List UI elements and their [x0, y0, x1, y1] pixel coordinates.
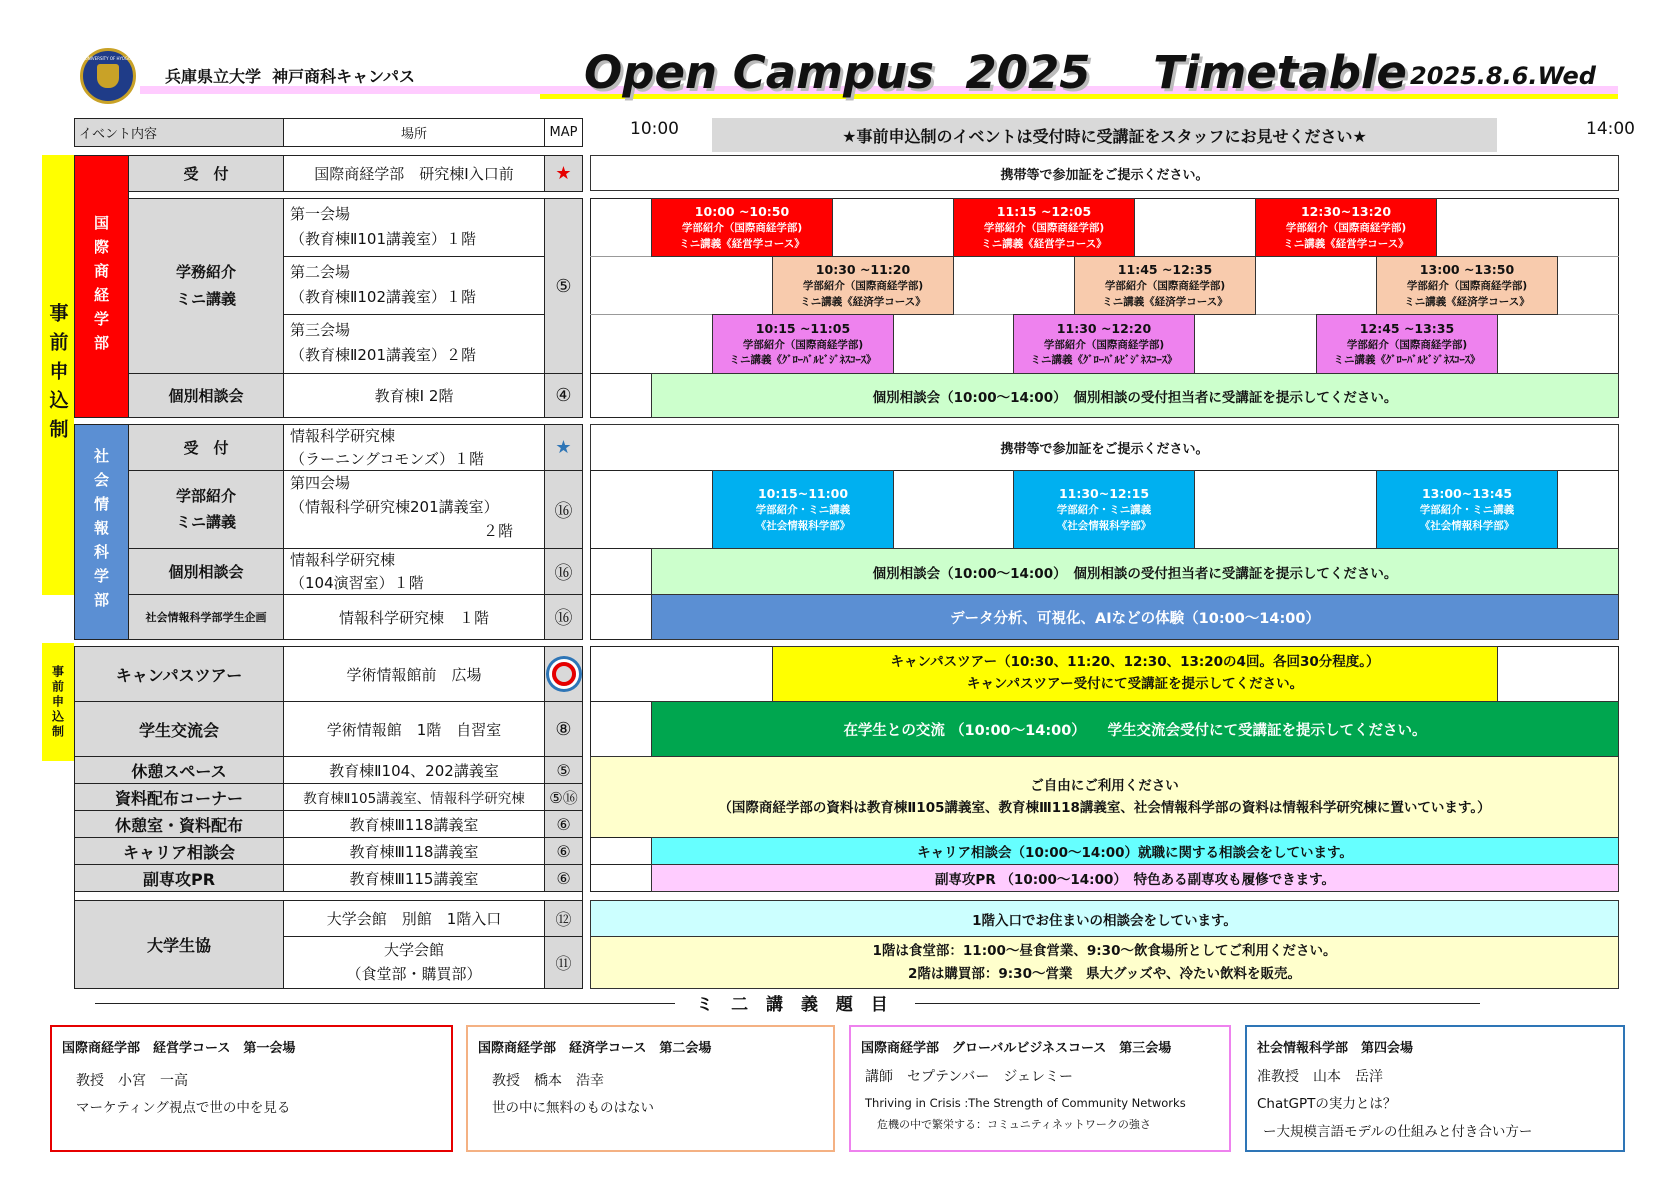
- shakai-session-2: 11:30~12:15 学部紹介・ミニ講義 《社会情報科学部》: [1013, 470, 1195, 549]
- shakai-lecture-place: 第四会場 （情報科学研究棟201講義室） ２階: [283, 470, 545, 549]
- shakai-reception-bar: 携帯等で参加証をご提示ください。: [590, 424, 1619, 471]
- shakai-session-1: 10:15~11:00 学部紹介・ミニ講義 《社会情報科学部》: [712, 470, 894, 549]
- session-r3-3: 12:45 ~13:35 学部紹介（国際商経学部) ミニ講義《ｸﾞﾛｰﾊﾞﾙﾋﾞｼﾞﾈｽｺｰｽ》: [1316, 314, 1498, 374]
- tour-label: キャンパスツアー: [74, 646, 284, 702]
- time-end: 14:00: [1586, 119, 1635, 139]
- shakai-consult-map: ⑯: [544, 548, 583, 595]
- shakai-reception-place: 情報科学研究棟 （ラーニングコモンズ）１階: [283, 424, 545, 471]
- coop-label: 大学生協: [74, 900, 284, 989]
- session-r1-1: 10:00 ~10:50 学部紹介（国際商経学部) ミニ講義《経営学コース》: [651, 198, 833, 257]
- coop-bar-1: 1階入口でお住まいの相談会をしています。: [590, 900, 1619, 937]
- tour-bar: キャンパスツアー（10:30、11:20、12:30、13:20の4回。各回30分程度。） キャンパスツアー受付にて受講証を提示してください。: [772, 646, 1498, 702]
- career-place: 教育棟Ⅲ118講義室: [283, 837, 545, 865]
- misc-place-2: 教育棟Ⅱ105講義室、情報科学研究棟: [283, 783, 545, 811]
- session-r2-2: 11:45 ~12:35 学部紹介（国際商経学部) ミニ講義《経済学コース》: [1074, 256, 1256, 315]
- kokusai-consult-place: 教育棟Ⅰ 2階: [283, 373, 545, 418]
- misc-place-3: 教育棟Ⅲ118講義室: [283, 810, 545, 838]
- dept-kokusai-label: 国際商経学部: [74, 155, 129, 418]
- session-r1-2: 11:15 ~12:05 学部紹介（国際商経学部) ミニ講義《経営学コース》: [953, 198, 1135, 257]
- coop-place-1: 大学会館 別館 1階入口: [283, 900, 545, 937]
- misc-label-2: 資料配布コーナー: [74, 783, 284, 811]
- shakai-reception-label: 受 付: [128, 424, 284, 471]
- shakai-reception-map-star-icon: ★: [544, 424, 583, 471]
- session-r2-3: 13:00 ~13:50 学部紹介（国際商経学部) ミニ講義《経済学コース》: [1376, 256, 1558, 315]
- shakai-student-bar: データ分析、可視化、AIなどの体験（10:00～14:00）: [651, 594, 1619, 640]
- kokusai-reception-bar: 携帯等で参加証をご提示ください。: [590, 155, 1619, 191]
- university-name: 兵庫県立大学 神戸商科キャンパス: [165, 67, 416, 86]
- session-r3-2: 11:30 ~12:20 学部紹介（国際商経学部) ミニ講義《ｸﾞﾛｰﾊﾞﾙﾋﾞｼﾞﾈｽｺｰｽ》: [1013, 314, 1195, 374]
- logo-shield-icon: [97, 64, 119, 88]
- kokusai-reception-place: 国際商経学部 研究棟Ⅰ入口前: [283, 155, 545, 192]
- tour-place: 学術情報館前 広場: [283, 646, 545, 702]
- kokusai-reception-map-star-icon: ★: [544, 155, 583, 192]
- pre-registration-sidebar: 事前申込制: [42, 155, 74, 595]
- shakai-lecture-map: ⑯: [544, 470, 583, 549]
- exchange-place: 学術情報館 1階 自習室: [283, 701, 545, 757]
- coop-map-1: ⑫: [544, 900, 583, 937]
- misc-map-2: ⑤⑯: [544, 783, 583, 811]
- notice-banner: ★事前申込制のイベントは受付時に受講証をスタッフにお見せください★: [712, 118, 1497, 152]
- time-start: 10:00: [630, 119, 679, 139]
- misc-label-3: 休憩室・資料配布: [74, 810, 284, 838]
- shakai-consult-bar: 個別相談会（10:00～14:00） 個別相談の受付担当者に受講証を提示してください。: [651, 548, 1619, 595]
- venue-3: 第三会場 （教育棟Ⅱ201講義室）２階: [283, 314, 545, 374]
- misc-map-1: ⑤: [544, 756, 583, 784]
- tour-map-target-icon: [544, 646, 583, 702]
- kokusai-lecture-map: ⑤: [544, 198, 583, 374]
- shakai-consult-label: 個別相談会: [128, 548, 284, 595]
- university-logo: [80, 48, 136, 104]
- event-date: 2025.8.6.Wed: [1410, 62, 1596, 90]
- page-title: Open Campus 2025 Timetable: [584, 46, 1407, 99]
- dept-shakai-label: 社会情報科学部: [74, 424, 129, 640]
- shakai-student-label: 社会情報科学部学生企画: [128, 594, 284, 640]
- lectures-divider-left: [95, 1003, 675, 1004]
- session-r1-3: 12:30~13:20 学部紹介（国際商経学部) ミニ講義《経営学コース》: [1255, 198, 1437, 257]
- lecture-box-2: 国際商経学部 経済学コース 第二会場 教授 橋本 浩幸 世の中に無料のものはない: [466, 1025, 835, 1152]
- misc-map-3: ⑥: [544, 810, 583, 838]
- shakai-student-map: ⑯: [544, 594, 583, 640]
- shakai-lecture-label: 学部紹介 ミニ講義: [128, 470, 284, 549]
- kokusai-lecture-label: 学務紹介 ミニ講義: [128, 198, 284, 374]
- logo-text: UNIVERSITY OF HYOGO: [84, 56, 132, 61]
- coop-map-2: ⑪: [544, 936, 583, 989]
- exchange-map: ⑧: [544, 701, 583, 757]
- kokusai-reception-label: 受 付: [128, 155, 284, 192]
- session-r2-1: 10:30 ~11:20 学部紹介（国際商経学部) ミニ講義《経済学コース》: [772, 256, 954, 315]
- minor-map: ⑥: [544, 864, 583, 892]
- col-map: MAP: [544, 118, 583, 147]
- shakai-consult-place: 情報科学研究棟 （104演習室）１階: [283, 548, 545, 595]
- lectures-title: ミ 二 講 義 題 目: [696, 995, 894, 1015]
- career-bar: キャリア相談会（10:00～14:00）就職に関する相談会をしています。: [651, 837, 1619, 865]
- shakai-session-3: 13:00~13:45 学部紹介・ミニ講義 《社会情報科学部》: [1376, 470, 1558, 549]
- shakai-student-place: 情報科学研究棟 １階: [283, 594, 545, 640]
- session-r3-1: 10:15 ~11:05 学部紹介（国際商経学部) ミニ講義《ｸﾞﾛｰﾊﾞﾙﾋﾞｼﾞﾈｽｺｰｽ》: [712, 314, 894, 374]
- exchange-bar: 在学生との交流 （10:00～14:00） 学生交流会受付にて受講証を提示してください。: [651, 701, 1619, 757]
- coop-bar-2: 1階は食堂部：11:00～昼食営業、9:30～飲食場所としてご利用ください。 2階は購買部：9:30～営業 県大グッズや、冷たい飲料を販売。: [590, 936, 1619, 989]
- col-event: イベント内容: [74, 118, 284, 147]
- career-map: ⑥: [544, 837, 583, 865]
- kokusai-consult-map: ④: [544, 373, 583, 418]
- col-place: 場所: [283, 118, 545, 147]
- minor-place: 教育棟Ⅲ115講義室: [283, 864, 545, 892]
- coop-place-2: 大学会館 （食堂部・購買部）: [283, 936, 545, 989]
- misc-label-1: 休憩スペース: [74, 756, 284, 784]
- exchange-label: 学生交流会: [74, 701, 284, 757]
- venue-1: 第一会場 （教育棟Ⅱ101講義室）１階: [283, 198, 545, 257]
- free-use-bar: ご自由にご利用ください （国際商経学部の資料は教育棟Ⅱ105講義室、教育棟Ⅲ118講義室、社会情報科学部の資料は情報科学研究棟に置いています。）: [590, 756, 1619, 838]
- venue-2: 第二会場 （教育棟Ⅱ102講義室）１階: [283, 256, 545, 315]
- lectures-divider-right: [915, 1003, 1480, 1004]
- misc-place-1: 教育棟Ⅱ104、202講義室: [283, 756, 545, 784]
- kokusai-consult-bar: 個別相談会（10:00～14:00） 個別相談の受付担当者に受講証を提示してください。: [651, 373, 1619, 418]
- pre-registration-sidebar-2: 事前申込制: [42, 643, 74, 761]
- lecture-box-1: 国際商経学部 経営学コース 第一会場 教授 小宮 一高 マーケティング視点で世の中を見る: [50, 1025, 453, 1152]
- minor-bar: 副専攻PR （10:00～14:00） 特色ある副専攻も履修できます。: [651, 864, 1619, 892]
- minor-label: 副専攻PR: [74, 864, 284, 892]
- kokusai-consult-label: 個別相談会: [128, 373, 284, 418]
- lecture-box-3: 国際商経学部 グローバルビジネスコース 第三会場 講師 セプテンバー ジェレミー Thriving in Crisis :The Strength of Community Networks 危機の中で繁栄する：コミュニティネットワークの強さ: [849, 1025, 1231, 1152]
- career-label: キャリア相談会: [74, 837, 284, 865]
- lecture-box-4: 社会情報科学部 第四会場 准教授 山本 岳洋 ChatGPTの実力とは？ ー大規模言語モデルの仕組みと付き合い方ー: [1245, 1025, 1625, 1152]
